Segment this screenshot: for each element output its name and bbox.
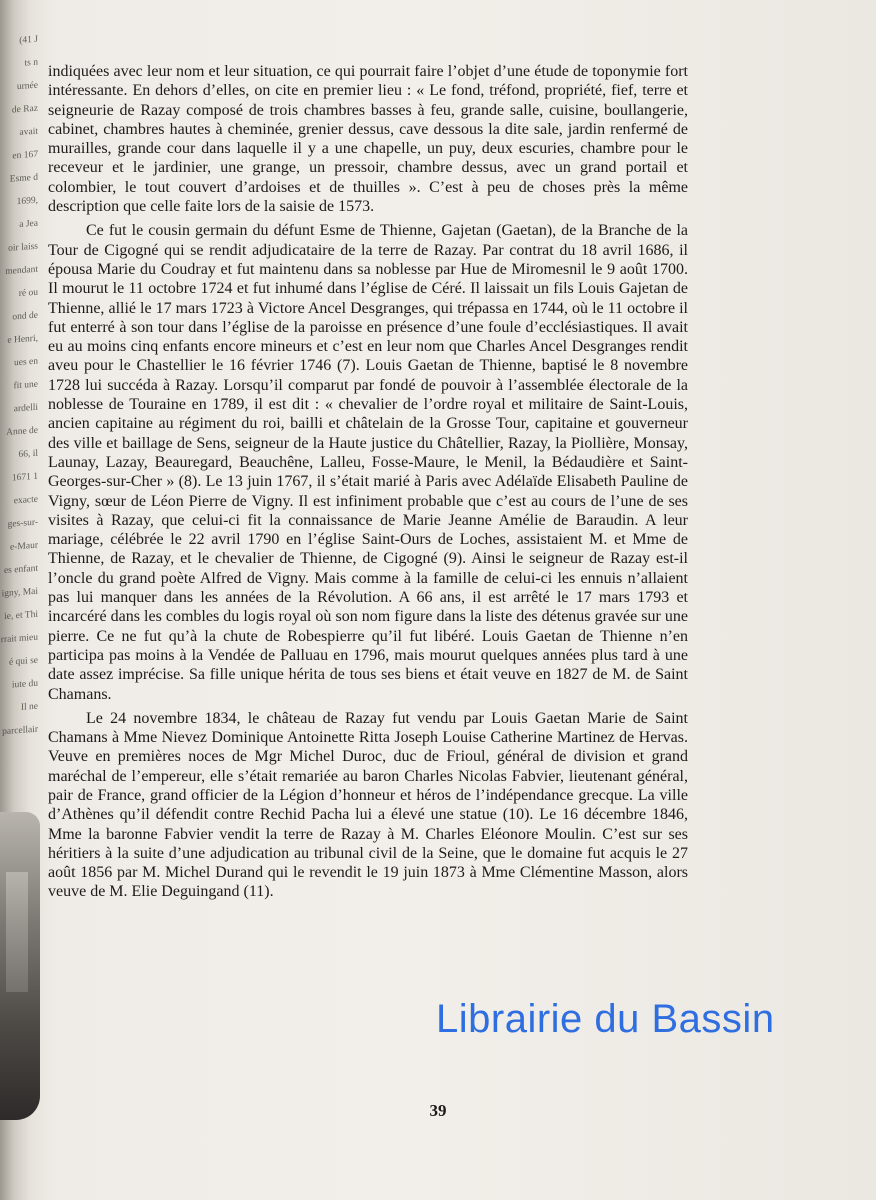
margin-fragment: oir laiss (8, 241, 38, 254)
margin-fragment: ond de (12, 310, 38, 323)
margin-fragment: iute du (11, 678, 38, 691)
margin-fragment: ardelli (13, 402, 38, 415)
margin-fragment: e-Maur (10, 540, 38, 553)
body-text (48, 62, 688, 907)
margin-fragment: parcellair (2, 724, 38, 738)
margin-fragment: de Raz (11, 103, 38, 116)
margin-fragment: ie, et Thi (4, 609, 38, 623)
margin-fragment: ts n (24, 57, 38, 69)
adjacent-page-spine (0, 0, 44, 1200)
margin-fragment: rrait mieu (0, 632, 38, 646)
margin-fragment: e Henri, (7, 333, 38, 346)
margin-fragment: Esme d (9, 172, 38, 185)
margin-fragment: ues en (13, 356, 38, 369)
paragraph-3: Le 24 novembre 1834, le château de Razay fut vendu par Louis Gaetan Marie de Saint Chamans à Mme Nievez Dominique Antoinette Ritta Joseph Louise Catherine Martinez de Hervas. Veuve en premières noces de Mgr Michel Duroc, duc de Frioul, général de division et grand maréchal de l’empereur, elle s’était remariée au baron Charles Nicolas Fabvier, lieutenant général, pair de France, grand officier de la Légion d’honneur et héros de l’indépendance grecque. La ville d’Athènes qu’il défendit contre Rechid Pacha lui a élevé une statue (10). Le 16 décembre 1846, Mme la baronne Fabvier vendit la terre de Razay à M. Charles Eléonore Moulin. C’est sur ses héritiers à la suite d’une adjudication au tribunal civil de la Seine, que le domaine fut acquis le 27 août 1856 par M. Michel Durand qui le revendit le 19 juin 1873 à Mme Clémentine Masson, alors veuve de M. Elie Deguingand (11). (48, 709, 688, 901)
margin-fragment: 1699, (16, 195, 38, 208)
margin-fragment: Il ne (20, 701, 38, 713)
margin-fragment: 66, il (18, 448, 38, 461)
margin-fragment: igny, Mai (1, 586, 38, 600)
margin-fragment: 1671 1 (11, 471, 38, 484)
adjacent-page-photo (0, 812, 40, 1120)
margin-fragment: a Jea (19, 218, 38, 230)
margin-fragment: é qui se (8, 655, 38, 668)
margin-fragment: ré ou (18, 287, 38, 300)
margin-fragment: ges-sur- (7, 517, 38, 530)
margin-fragment: (41 J (19, 34, 38, 46)
margin-fragment: exacte (13, 494, 38, 507)
watermark: Librairie du Bassin (436, 997, 775, 1041)
margin-fragment: Anne de (6, 425, 38, 438)
adjacent-page-text-fragments (0, 29, 38, 745)
margin-fragment: fit une (13, 379, 38, 392)
paragraph-2: Ce fut le cousin germain du défunt Esme de Thienne, Gajetan (Gaetan), de la Branche de la Tour de Cigogné qui se rendit adjudicataire de la terre de Razay. Par contrat du 18 avril 1686, il épousa Marie du Coudray et fut maintenu dans sa noblesse par Hue de Miromesnil le 9 août 1700. Il mourut le 11 octobre 1724 et fut inhumé dans l’église de Céré. Il laissait un fils Louis Gajetan de Thienne, allié le 17 mars 1723 à Victore Ancel Desgranges, qui trépassa en 1744, où le 11 octobre il fut enterré à son tour dans l’église de la paroisse en présence d’une foule d’ecclésiastiques. Il avait eu au moins cinq enfants encore mineurs et c’est en leur nom que Charles Ancel Desgranges rendit aveu pour le Chastellier le 16 février 1746 (7). Louis Gaetan de Thienne, baptisé le 8 novembre 1728 lui succéda à Razay. Lorsqu’il comparut par fondé de pouvoir à l’assemblée électorale de la noblesse de Touraine en 1789, il est dit : « chevalier de l’ordre royal et militaire de Saint-Louis, ancien capitaine au régiment du roi, bailli et châtelain de la Grosse Tour, capitaine et gouverneur des ville et baillage de Sens, seigneur de la Haute justice du Châtellier, Razay, la Piollière, Monsay, Launay, Lazay, Beauregard, Beauchêne, Lalleu, Fosse-Maure, le Menil, la Bédaudière et Saint-Georges-sur-Cher » (8). Le 13 juin 1767, il s’était marié à Paris avec Adélaïde Elisabeth Pauline de Vigny, sœur de Léon Pierre de Vigny. Il est infiniment probable que c’est au cours de l’une de ses visites à Razay, que celui-ci fit la connaissance de Marie Jeanne Amélie de Baraudin. A leur mariage, célébrée le 22 avril 1790 en l’église Saint-Ours de Loches, assistaient M. et Mme de Thienne, de Razay, et le chevalier de Thienne, de Cigogné (9). Ainsi le seigneur de Razay est-il l’oncle du grand poète Alfred de Vigny. Mais comme à la famille de celui-ci les ennuis n’allaient pas lui manquer dans les années de la Révolution. A 66 ans, il est arrêté le 17 mars 1793 et incarcéré dans les combles du logis royal où son nom figure dans la liste des détenus gravée sur une pierre. Ce ne fut qu’à la chute de Robespierre qu’il fut libéré. Louis Gaetan de Thienne n’en participa pas moins à la Vendée de Palluau en 1796, mais mourut quelques années plus tard à une date assez imprécise. Sa fille unique hérita de tous ses biens et était veuve en 1827 de M. de Saint Chamans. (48, 222, 688, 703)
margin-fragment: es enfant (3, 563, 38, 577)
margin-fragment: avait (19, 126, 38, 138)
margin-fragment: mendant (5, 264, 38, 277)
paragraph-1: indiquées avec leur nom et leur situation, ce qui pourrait faire l’objet d’une étude de toponymie fort intéressante. En dehors d’elles, on cite en premier lieu : « Le fond, tréfond, propriété, fief, terre et seigneurie de Razay composé de trois chambres basses à feu, grande salle, cuisine, boullangerie, cabinet, chambres hautes à cheminée, grenier dessus, cave dessous la dite sale, jardin renfermé de murailles, grande cour dans laquelle il y a une chapelle, un puy, deux escuries, chambre pour le receveur et le jardinier, une grange, un pressoir, chambre dessus, avec un grand portail et colombier, le tout couvert d’ardoises et de thuilles ». C’est à peu de choses près la même description que celle faite lors de la saisie de 1573. (48, 63, 688, 216)
margin-fragment: urnée (16, 80, 38, 93)
margin-fragment: en 167 (12, 149, 38, 162)
page-number: 39 (429, 1101, 447, 1120)
